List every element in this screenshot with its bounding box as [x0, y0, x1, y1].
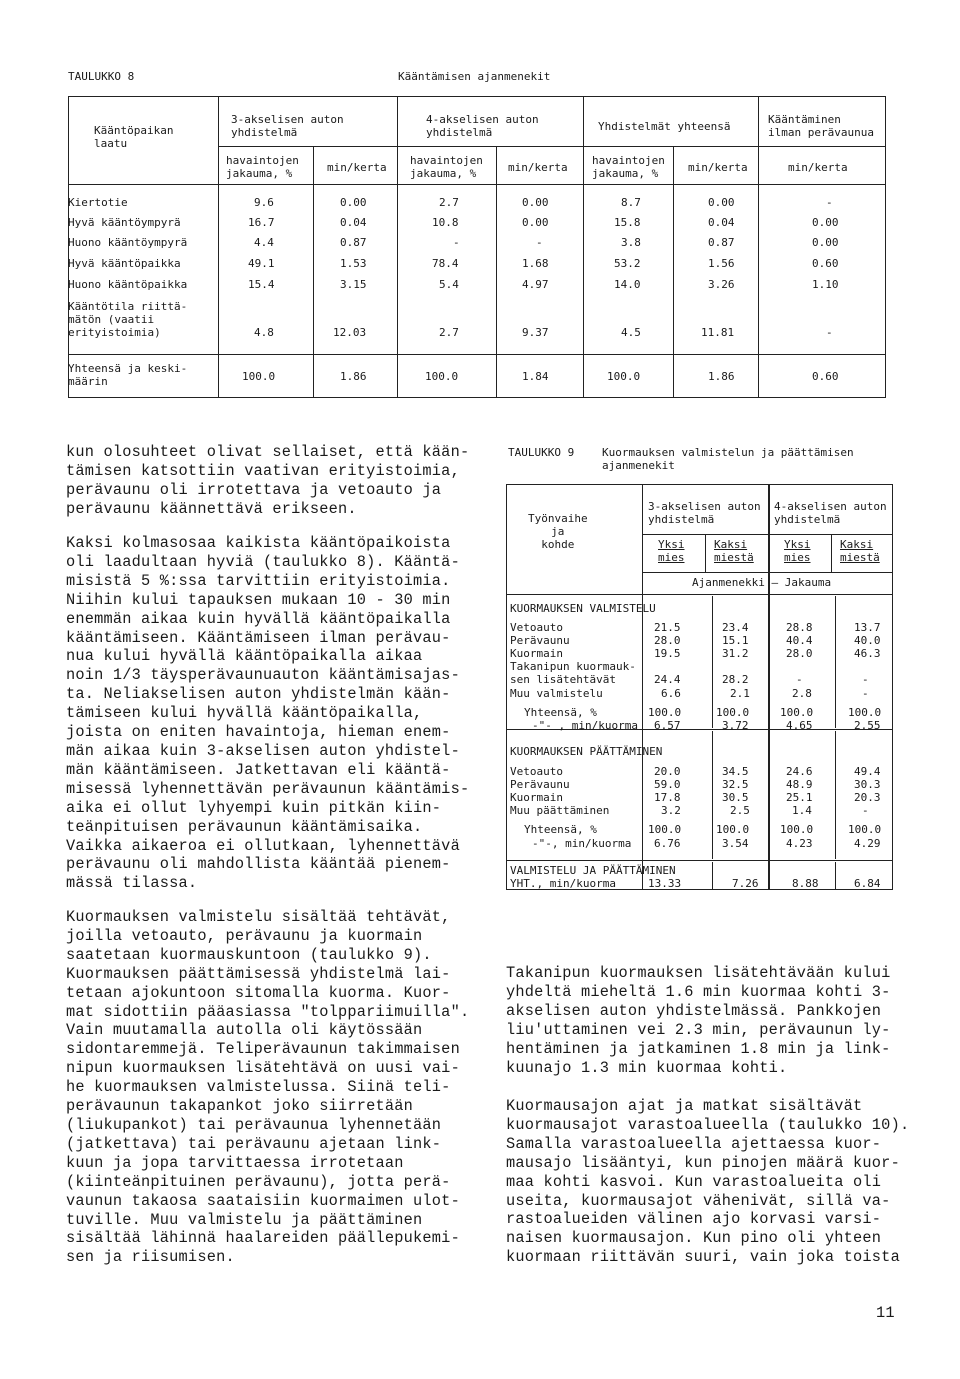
header-combined: Yhdistelmät yhteensä — [598, 120, 731, 133]
subheader-min-3: min/kerta — [688, 161, 748, 174]
t9-section-preparation: KUORMAUKSEN VALMISTELU — [510, 602, 656, 615]
subheader-min-2: min/kerta — [508, 161, 568, 174]
header-4-axle: 4-akselisen auton yhdistelmä — [426, 113, 539, 139]
paragraph-2: Kaksi kolmasosaa kaikista kääntöpaikoista oli laadultaan hyviä (taulukko 8). Kääntä- misistä 5 %:ssa tarvittiin erityistoimia. Niihin kului tapauksen mukaan 10 - 30 min enemmän aikaa kuin hyvällä kääntöpaikalla kääntämiseen. Kääntämiseen ilman perävau- nua kului hyvällä kääntöpaikalla aikaa noin 1/3 täysperävaunuauton kääntämisajas- ta. Neliakselisen auton yhdistelmän kään- tämiseen kului hyvällä kääntöpaikalla, joista on eniten havaintoja, hieman enem- män aikaa kuin 3-akselisen auton yhdistel- män kääntämiseen. Jatkettavan eli kääntä- misessä lyhennettävän perävaunun kääntämis- aika ei ollut lyhyempi kuin pitkän kiin- teänpituisen perävaunun kääntämisaika. Vaikka aikaeroa ei ollutkaan, lyhennettävä perävaunu oli mahdollista kääntää pienem- mässä tilassa. — [66, 534, 470, 893]
table-label: TAULUKKO 8 — [68, 70, 135, 83]
t9-one-man-1: Yksi mies — [658, 538, 685, 564]
header-no-trailer: Kääntäminen ilman perävaunua — [768, 113, 874, 139]
subheader-dist-3: havaintojen jakauma, % — [592, 154, 665, 180]
t9-two-men-2: Kaksi miestä — [840, 538, 880, 564]
paragraph-right-1: Takanipun kuormauksen lisätehtävään kului yhdeltä mieheltä 1.6 min kuormaa kohti 3- akselisen auton yhdistelmässä. Pankkojen liu'uttaminen vei 2.3 min, perävaunun ly- hentäminen ja jatkaminen 1.8 min ja link- kuunajo 1.3 min kuormaa kohti. — [506, 964, 891, 1077]
paragraph-1: kun olosuhteet olivat sellaiset, että kään- tämisen katsottiin vaativan erityistoimia, perävaunu oli irrotettava ja vetoauto ja perävaunu käännettävä erikseen. — [66, 443, 470, 518]
table-9-label: TAULUKKO 9 — [508, 446, 575, 459]
header-quality: Kääntöpaikan laatu — [94, 124, 174, 150]
header-3-axle: 3-akselisen auton yhdistelmä — [231, 113, 344, 139]
table-9: Työnvaihe ja kohde 3-akselisen auton yhdistelmä 4-akselisen auton yhdistelmä Yksi mies Kaksi miestä Yksi mies Kaksi miestä Ajanmenekki — Jakauma KUORMAUKSEN VALMISTELU Vetoauto 21.5 23.4 28.8 13.7 Perävaunu 28.0 15.1 40.4 40.0 Kuormain 19.5 31.2 28.0 46.3 Takanipun kuormauk- sen lisätehtävät 24.4 28.2 - - Muu valmistelu 6.6 2.1 2.8 - Yhteensä, % 100.0 100.0 100.0 100.0 -"- , min/kuorma 6.57 3.72 4.65 2.55 KUORMAUKSEN PÄÄTTÄMINEN Vetoauto 20.0 34.5 24.6 49.4 Perävaunu 59.0 32.5 48.9 30.3 Kuormain 17.8 30.5 25.1 20.3 Muu päättäminen 3.2 2.5 1.4 - Yhteensä, % 100.0 100.0 100.0 100.0 -"-, min/kuorma 6.76 3.54 4.23 4.29 VALMISTELU JA PÄÄTTÄMINEN YHT., min/kuorma 13.33 7.26 8.88 6.84 — [506, 484, 893, 890]
page-number: 11 — [876, 1304, 895, 1322]
table-9-title: Kuormauksen valmistelun ja päättämisen ajanmenekit — [602, 446, 854, 472]
t9-unit-row: Ajanmenekki — Jakauma — [692, 576, 832, 589]
t9-one-man-2: Yksi mies — [784, 538, 811, 564]
paragraph-3: Kuormauksen valmistelu sisältää tehtävät, joilla vetoauto, perävaunu ja kuormain saatetaan kuormauskuntoon (taulukko 9). Kuormauksen päättämisessä yhdistelmä lai- tetaan ajokuntoon sitomalla kuorma. Kuor- mat sidottiin pääasiassa "tolppariimuilla". Vain muutamalla autolla oli käytössään sidontaremmejä. Teliperävaunun takimmaisen nipun kuormauksen lisätehtävä on uusi vai- he kuormauksen valmistelussa. Siinä teli- perävaunun takapankot joko siirretään (liukupankot) tai perävaunua lyhennetään (jatkettava) tai perävaunu ajetaan link- kuun ja jopa tarvittaessa irrotetaan (kiinteänpituinen perävaunu), jotta perä- vaunun takaosa saataisiin kuormaimen ulot- tuville. Muu valmistelu ja päättäminen sisältää lähinnä haalareiden päällepukemi- sen ja riisumisen. — [66, 908, 470, 1267]
table-8: Kääntöpaikan laatu 3-akselisen auton yhdistelmä 4-akselisen auton yhdistelmä Yhdistelmät yhteensä Kääntäminen ilman perävaunua havaintojen jakauma, % min/kerta havaintojen jakauma, % min/kerta havaintojen jakauma, % min/kerta min/kerta Kiertotie 9.6 0.00 2.7 0.00 8.7 0.00 - Hyvä kääntöympyrä 16.7 0.04 10.8 0.00 15.8 0.04 0.00 Huono kääntöympyrä 4.4 0.87 - - 3.8 0.87 0.00 Hyvä kääntöpaikka 49.1 1.53 78.4 1.68 53.2 1.56 0.60 Huono kääntöpaikka 15.4 3.15 5.4 4.97 14.0 3.26 1.10 Kääntötila riittä- mätön (vaatii erityistoimia) 4.8 12.03 2.7 9.37 4.5 11.81 - Yhteensä ja keski- määrin 100.0 1.86 100.0 1.84 100.0 1.86 0.60 — [68, 96, 886, 398]
t9-section-finishing: KUORMAUKSEN PÄÄTTÄMINEN — [510, 745, 663, 758]
t9-two-men-1: Kaksi miestä — [714, 538, 754, 564]
table-title: Kääntämisen ajanmenekit — [398, 70, 551, 83]
t9-header-3-axle: 3-akselisen auton yhdistelmä — [648, 500, 761, 526]
subheader-min-1: min/kerta — [327, 161, 387, 174]
t9-header-4-axle: 4-akselisen auton yhdistelmä — [774, 500, 887, 526]
t9-header-phase: Työnvaihe ja kohde — [528, 512, 588, 551]
subheader-min-4: min/kerta — [788, 161, 848, 174]
subheader-dist-1: havaintojen jakauma, % — [226, 154, 299, 180]
paragraph-right-2: Kuormausajon ajat ja matkat sisältävät kuormausajot varastoalueella (taulukko 10). Samalla varastoalueella ajettaessa kuor- mausajo lisääntyi, kun pinojen määrä kuor- maa kohti kasvoi. Kun varastoalueita oli useita, kuormausajot vähenivät, sillä va- rastoalueiden välinen ajo korvasi varsi- naisen kuormausajon. Kun pino oli yhteen kuormaan riittävän suuri, vain joka toista — [506, 1097, 910, 1267]
subheader-dist-2: havaintojen jakauma, % — [410, 154, 483, 180]
